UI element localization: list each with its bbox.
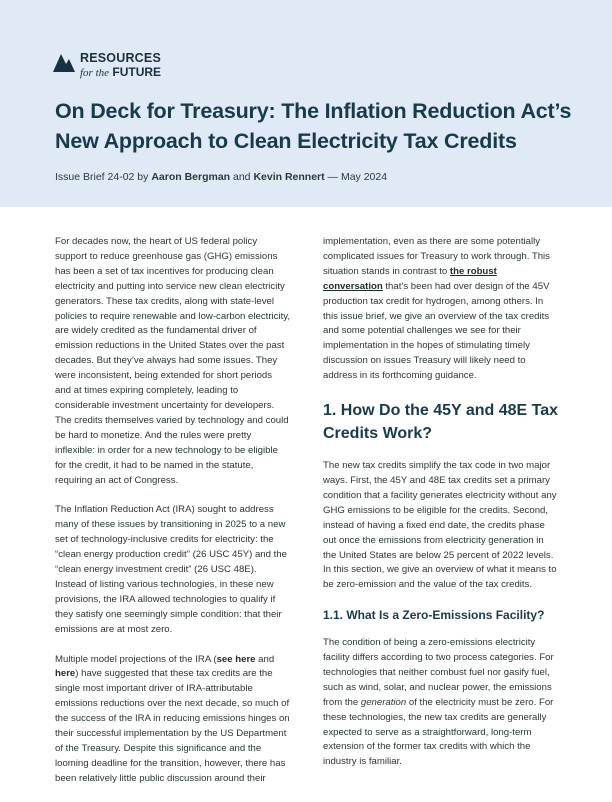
- link-see-here[interactable]: see here: [216, 653, 256, 665]
- header-banner: [0, 0, 612, 207]
- link-robust-conversation[interactable]: the robust conversation: [323, 265, 497, 292]
- text-span: The condition of being a zero-emissions electricity facility differs according to two process categories. For technologies that neither combust fuel nor gasify fuel, such as wind, solar, and nuclear power, the emissions from the: [323, 637, 554, 708]
- section-heading-1: 1. How Do the 45Y and 48E Tax Credits Work?: [323, 402, 559, 443]
- logo-future: FUTURE: [112, 64, 162, 79]
- paragraph-ira: The Inflation Reduction Act (IRA) sought to address many of these issues by transitioning in 2025 to a new set of technology-inclusive credits for electricity: the “clean energy production credit” (26 USC 45Y) and the “clean energy investment credit” (26 USC 48E). Instead of listing various technologies, in these new provisions, the IRA allowed technologies to qualify if they satisfy one seemingly simple condition: that their emissions are at most zero.: [55, 504, 287, 635]
- byline-prefix: Issue Brief 24-02 by: [55, 171, 152, 183]
- text-span: that’s been had over design of the 45V production tax credit for hydrogen, among others. In this issue brief, we give an overview of the tax credits and some potential challenges we see for their implementation in the hopes of stimulating timely discussion on issues Treasury will likely need to address in its forthcoming guidance.: [323, 280, 550, 382]
- author-aaron-bergman[interactable]: Aaron Bergman: [151, 171, 231, 183]
- paragraph-section-1: The new tax credits simplify the tax code in two major ways. First, the 45Y and 48E tax credits set a primary condition that a facility generates electricity without any GHG emissions to be eligible for the credits. Second, instead of having a fixed end date, the credits phase out once the emissions from electricity generation in the United States are below 25 percent of 2022 levels. In this section, we give an overview of what it means to be zero-emission and the value of the tax credits.: [323, 460, 557, 591]
- paragraph-projections: [55, 653, 290, 787]
- subsection-heading-1-1: 1.1. What Is a Zero-Emissions Facility?: [323, 608, 545, 623]
- paragraph-zero-emissions: [323, 636, 559, 770]
- paragraph-implementation: [323, 235, 559, 384]
- emphasis-generation: generation: [360, 696, 407, 708]
- left-column: [55, 235, 290, 802]
- logo-resources: RESOURCES: [80, 51, 161, 65]
- byline: [55, 171, 387, 183]
- text-span: ) have suggested that these tax credits are the single most important driver of IRA-attributable emissions reductions over the next decade, so much of the success of the IRA in reducing emissions hinges on their successful implementation by the US Department of the Treasury. Despite this significance and the looming deadline for the transition, however, there has been relatively little public discussion around their: [55, 668, 290, 784]
- page-title: On Deck for Treasury: The Inflation Reduction Act’s New Approach to Clean Electricity Tax Credits: [55, 99, 572, 153]
- author-kevin-rennert[interactable]: Kevin Rennert: [253, 171, 325, 183]
- mountain-logo-icon: [53, 52, 75, 72]
- text-span: Multiple model projections of the IRA (: [55, 653, 217, 665]
- byline-date: — May 2024: [324, 171, 388, 183]
- paragraph-intro: For decades now, the heart of US federal policy support to reduce greenhouse gas (GHG) emissions has been a set of tax incentives for producing clean electricity and putting into service new clean electricity generators. These tax credits, along with state-level policies to require renewable and low-carbon electricity, are widely credited as the fundamental driver of emission reductions in the United States over the past decades. But they’ve always had some issues. They were inconsistent, being extended for short periods and at times expiring completely, leading to considerable investment uncertainty for developers. The credits themselves varied by technology and could be hard to monetize. And the rules were pretty inflexible: in order for a new technology to be eligible for the credit, it had to be named in the statute, requiring an act of Congress.: [55, 236, 290, 486]
- byline-and: and: [230, 171, 254, 183]
- right-column: [323, 235, 559, 785]
- text-span: implementation, even as there are some potentially complicated issues for Treasury to work through. This situation stands in contrast to: [323, 236, 550, 277]
- logo-for-the-future: [80, 66, 161, 79]
- logo-for-the: for the: [80, 66, 110, 79]
- text-span: of the electricity must be zero. For these technologies, the new tax credits are generally expected to serve as a straightforward, long-term extension of the former tax credits with which the industry is familiar.: [323, 696, 554, 768]
- text-span: and: [255, 653, 275, 665]
- rff-logo[interactable]: [53, 52, 161, 79]
- link-here[interactable]: here: [55, 668, 76, 680]
